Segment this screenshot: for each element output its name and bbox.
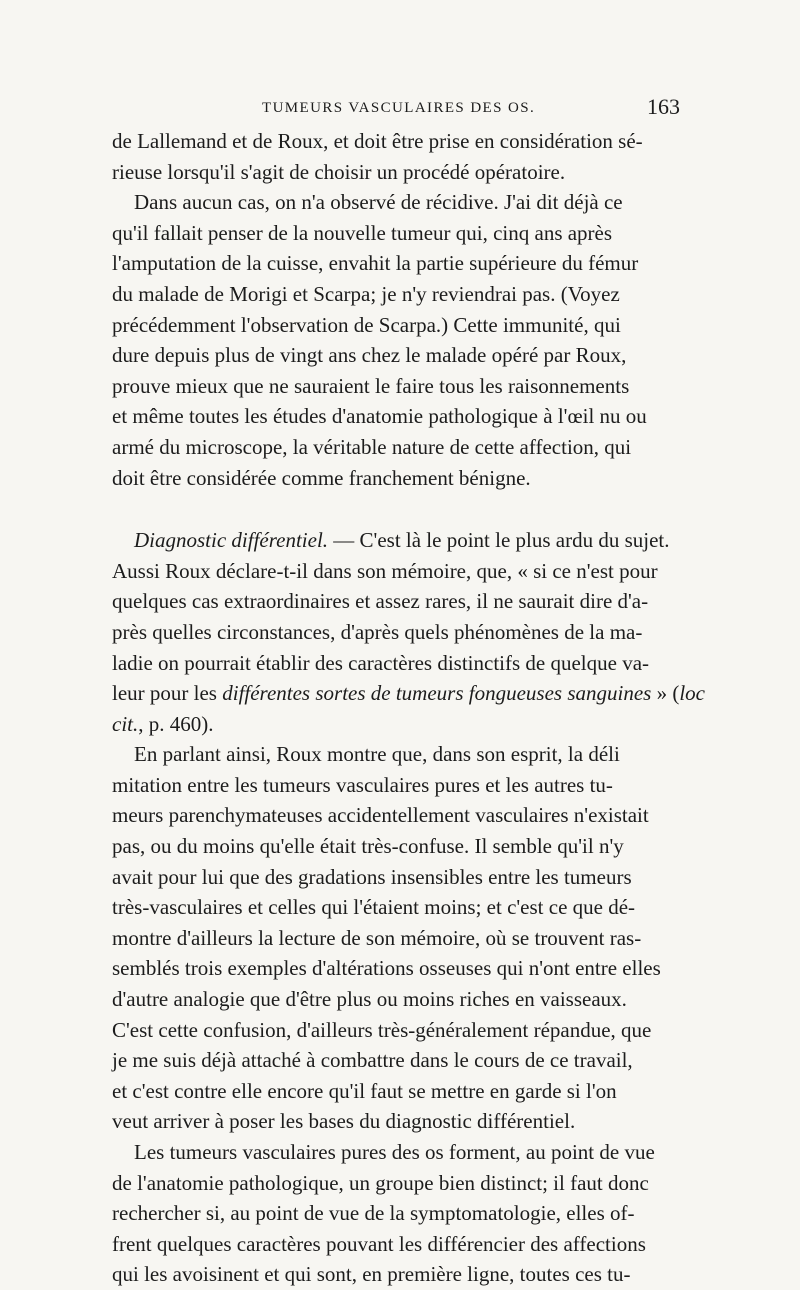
text-line: et même toutes les études d'anatomie pathologique à l'œil nu ou — [112, 404, 647, 429]
text-line: armé du microscope, la véritable nature de cette affection, qui — [112, 434, 632, 459]
text-line — [112, 709, 680, 740]
text-span: » ( — [651, 681, 680, 706]
text-line: Aussi Roux déclare-t-il dans son mémoire, que, « si ce n'est pour — [112, 558, 658, 583]
text-line: qu'il fallait penser de la nouvelle tumeur qui, cinq ans après — [112, 220, 613, 245]
text-line: quelques cas extraordinaires et assez rares, il ne saurait dire d'a- — [112, 589, 649, 614]
text-line: très-vasculaires et celles qui l'étaient moins; et c'est ce que dé- — [112, 895, 636, 920]
citation-loc: loc — [679, 681, 705, 706]
text-line: montre d'ailleurs la lecture de son mémoire, où se trouvent ras- — [112, 925, 642, 950]
citation-cit: cit. — [112, 711, 139, 736]
text-span: — C'est là le point le plus ardu du sujet. — [328, 528, 670, 553]
running-title: TUMEURS VASCULAIRES DES OS. — [262, 100, 536, 116]
text-line: qui les avoisinent et qui sont, en première ligne, toutes ces tu- — [112, 1262, 631, 1287]
text-line — [112, 678, 705, 709]
text-line: rechercher si, au point de vue de la symptomatologie, elles of- — [112, 1201, 635, 1226]
text-line: En parlant ainsi, Roux montre que, dans son esprit, la déli — [134, 742, 620, 767]
text-line: et c'est contre elle encore qu'il faut se mettre en garde si l'on — [112, 1078, 617, 1103]
text-line: frent quelques caractères pouvant les différencier des affections — [112, 1231, 646, 1256]
page-body — [112, 126, 705, 1290]
text-line: je me suis déjà attaché à combattre dans le cours de ce travail, — [112, 1048, 633, 1073]
text-line: veut arriver à poser les bases du diagnostic différentiel. — [112, 1109, 576, 1134]
text-line: C'est cette confusion, d'ailleurs très-généralement répandue, que — [112, 1017, 652, 1042]
text-line: d'autre analogie que d'être plus ou moins riches en vaisseaux. — [112, 987, 627, 1012]
text-span: , p. 460). — [138, 711, 214, 736]
text-line: meurs parenchymateuses accidentellement vasculaires n'existait — [112, 803, 649, 828]
text-line: avait pour lui que des gradations insensibles entre les tumeurs — [112, 864, 632, 889]
text-line: dure depuis plus de vingt ans chez le malade opéré par Roux, — [112, 343, 627, 368]
text-line: semblés trois exemples d'altérations osseuses qui n'ont entre elles — [112, 956, 661, 981]
italic-quote: différentes sortes de tumeurs fongueuses sanguines — [222, 681, 652, 706]
text-line: ladie on pourrait établir des caractères distinctifs de quelque va- — [112, 650, 650, 675]
text-line: prouve mieux que ne sauraient le faire tous les raisonnements — [112, 373, 630, 398]
text-line: rieuse lorsqu'il s'agit de choisir un procédé opératoire. — [112, 159, 566, 184]
text-line: du malade de Morigi et Scarpa; je n'y reviendrai pas. (Voyez — [112, 281, 620, 306]
text-line: doit être considérée comme franchement bénigne. — [112, 465, 531, 490]
section-heading: Diagnostic différentiel. — [134, 528, 329, 553]
text-line: de l'anatomie pathologique, un groupe bien distinct; il faut donc — [112, 1170, 649, 1195]
text-line: l'amputation de la cuisse, envahit la partie supérieure du fémur — [112, 251, 639, 276]
text-span: leur pour les — [112, 681, 223, 706]
section-heading-line — [112, 525, 680, 556]
page-header — [112, 94, 680, 122]
text-line: Dans aucun cas, on n'a observé de récidive. J'ai dit déjà ce — [134, 190, 623, 215]
text-line: précédemment l'observation de Scarpa.) Cette immunité, qui — [112, 312, 621, 337]
paragraph-gap — [112, 493, 680, 525]
page-number: 163 — [647, 94, 680, 119]
text-line: pas, ou du moins qu'elle était très-confuse. Il semble qu'il n'y — [112, 834, 624, 859]
text-line: près quelles circonstances, d'après quels phénomènes de la ma- — [112, 619, 643, 644]
text-line: mitation entre les tumeurs vasculaires pures et les autres tu- — [112, 772, 613, 797]
text-line: Les tumeurs vasculaires pures des os forment, au point de vue — [134, 1140, 655, 1164]
text-line: de Lallemand et de Roux, et doit être prise en considération sé- — [112, 129, 643, 153]
